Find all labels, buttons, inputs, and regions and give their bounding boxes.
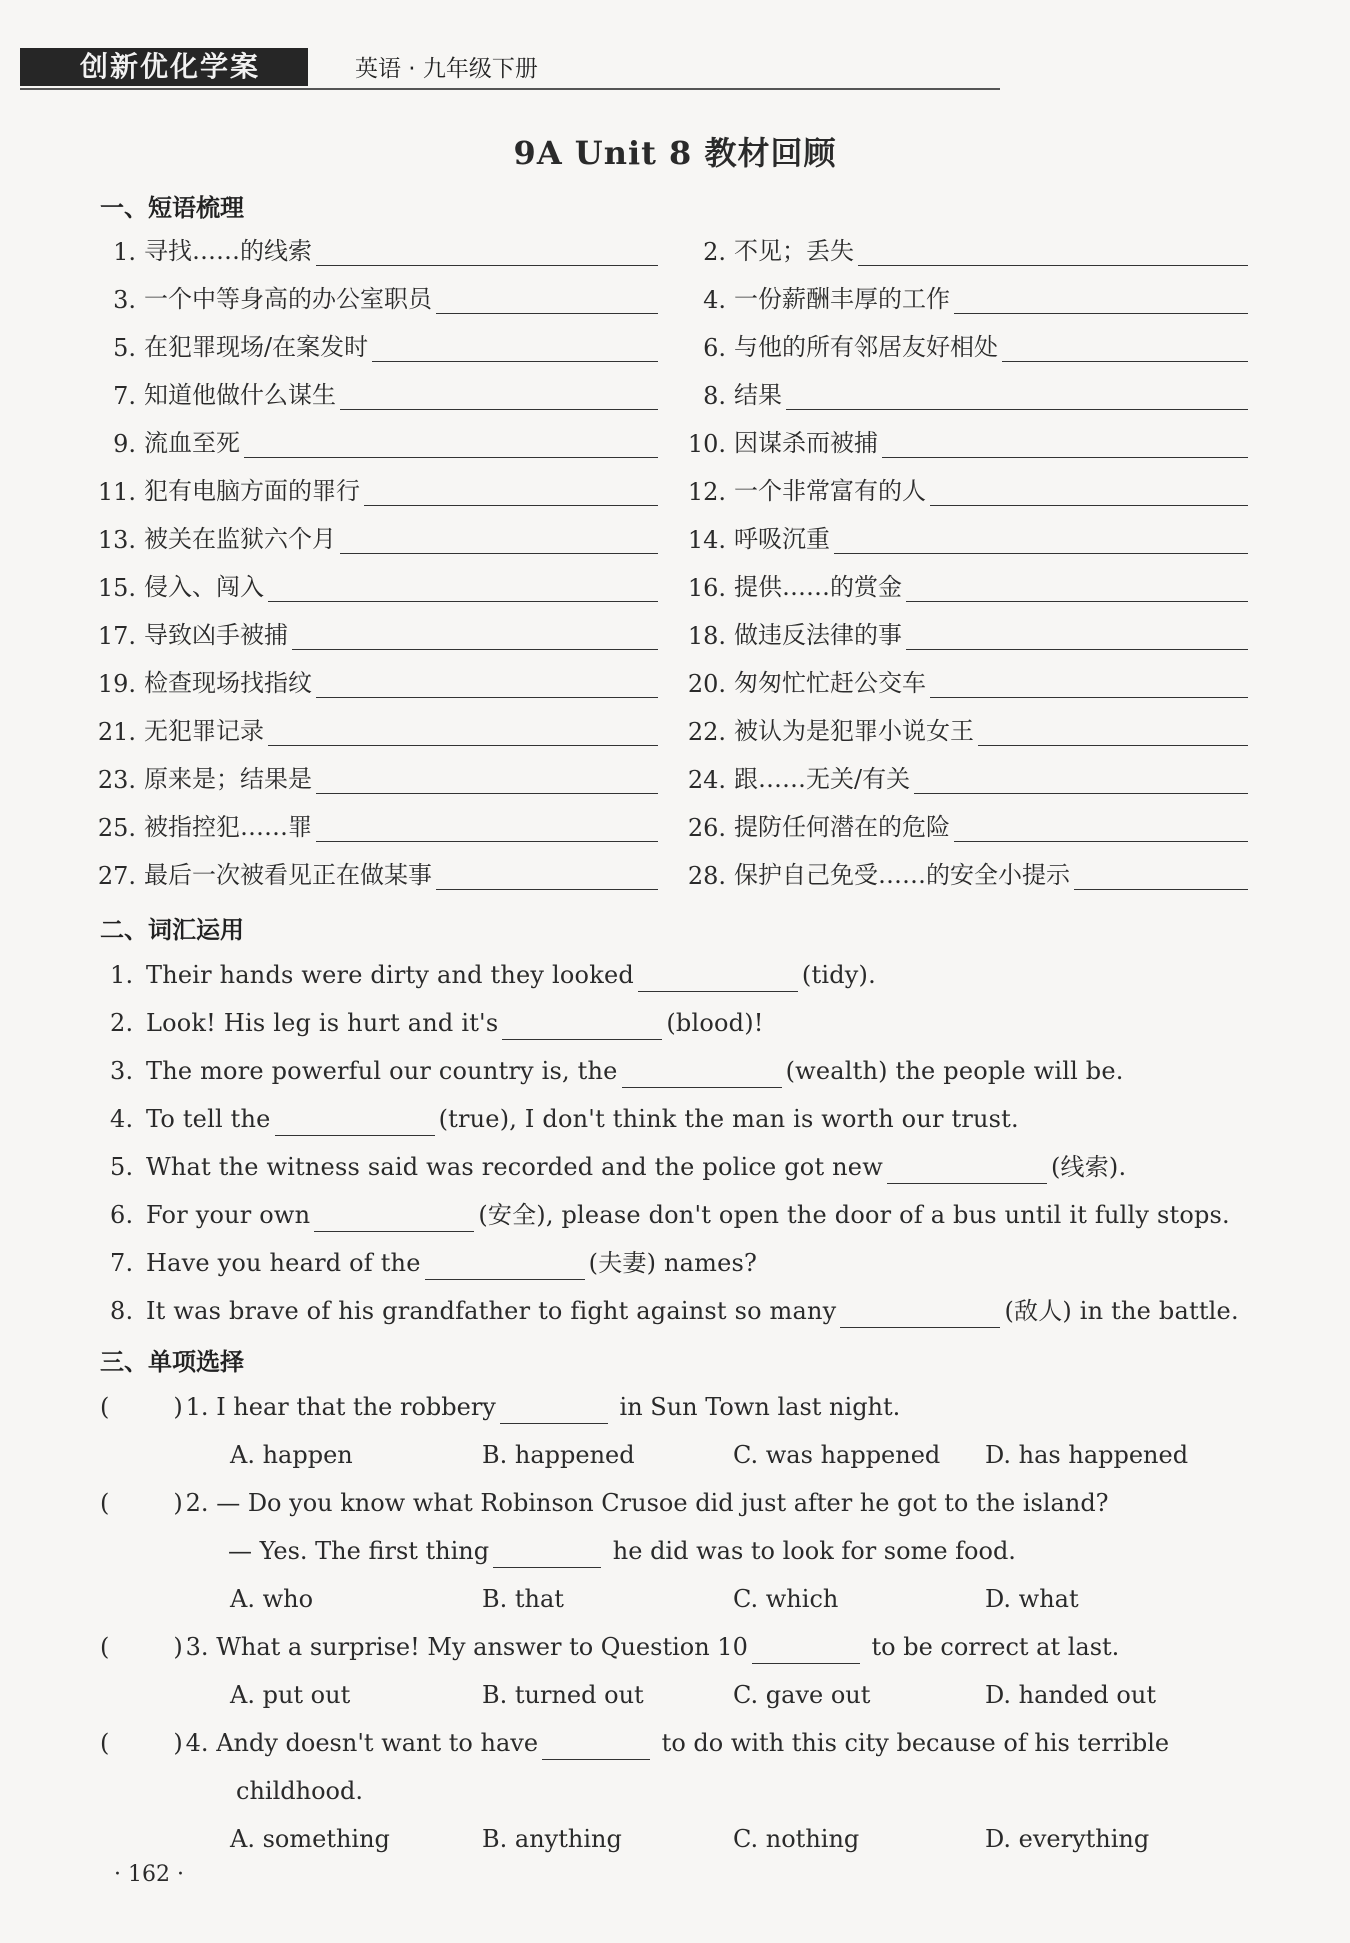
option-c[interactable]: C. which [733,1585,839,1613]
answer-blank[interactable] [425,1251,585,1280]
answer-line[interactable] [930,669,1248,698]
page-title: 9A Unit 8 教材回顾 [513,134,837,172]
phrase-item: 27. 最后一次被看见正在做某事 [96,856,658,890]
answer-paren[interactable]: ( ) [100,1489,183,1517]
phrase-item: 10. 因谋杀而被捕 [686,424,1248,458]
phrase-item: 1. 寻找……的线索 [96,232,658,266]
phrase-item: 15. 侵入、闯入 [96,568,658,602]
mc-question-1: ( ) 1. I hear that the robbery in Sun Town last night. [100,1390,900,1424]
answer-line[interactable] [930,477,1248,506]
answer-line[interactable] [978,717,1248,746]
brand-logo: 创新优化学案 [20,48,308,86]
page-number: · 162 · [114,1862,184,1887]
phrase-item: 28. 保护自己免受……的安全小提示 [686,856,1248,890]
option-d[interactable]: D. everything [985,1825,1150,1853]
page-header [20,48,1340,90]
option-d[interactable]: D. what [985,1585,1079,1613]
answer-blank [542,1731,650,1760]
phrase-item: 25. 被指控犯……罪 [96,808,658,842]
answer-line[interactable] [858,237,1248,266]
section-heading-vocabulary: 二、词汇运用 [100,916,244,944]
phrase-item: 18. 做违反法律的事 [686,616,1248,650]
answer-blank[interactable] [840,1299,1000,1328]
mc-question-2-reply: — Yes. The first thing he did was to look for some food. [228,1534,1016,1568]
phrase-item: 4. 一份薪酬丰厚的工作 [686,280,1248,314]
answer-line[interactable] [268,573,658,602]
phrase-item: 9. 流血至死 [96,424,658,458]
phrase-item: 7. 知道他做什么谋生 [96,376,658,410]
answer-blank [500,1395,608,1424]
answer-line[interactable] [316,765,658,794]
answer-blank[interactable] [502,1011,662,1040]
answer-blank[interactable] [275,1107,435,1136]
answer-line[interactable] [340,381,658,410]
phrase-item: 16. 提供……的赏金 [686,568,1248,602]
phrase-item: 2. 不见；丢失 [686,232,1248,266]
answer-blank[interactable] [314,1203,474,1232]
answer-line[interactable] [316,813,658,842]
answer-line[interactable] [882,429,1248,458]
answer-line[interactable] [906,621,1248,650]
answer-line[interactable] [786,381,1248,410]
option-d[interactable]: D. has happened [985,1441,1189,1469]
option-a[interactable]: A. something [230,1825,390,1853]
answer-line[interactable] [340,525,658,554]
phrase-item: 23. 原来是；结果是 [96,760,658,794]
phrase-item: 24. 跟……无关/有关 [686,760,1248,794]
vocab-item: 7. Have you heard of the (夫妻) names? [110,1246,757,1280]
answer-line[interactable] [834,525,1248,554]
phrase-item: 21. 无犯罪记录 [96,712,658,746]
option-b[interactable]: B. happened [482,1441,635,1469]
answer-blank [752,1635,860,1664]
answer-line[interactable] [436,861,658,890]
section-heading-phrases: 一、短语梳理 [100,194,244,222]
phrase-item: 6. 与他的所有邻居友好相处 [686,328,1248,362]
vocab-item: 1. Their hands were dirty and they looked (tidy). [110,958,876,992]
option-b[interactable]: B. anything [482,1825,622,1853]
answer-line[interactable] [954,813,1248,842]
answer-line[interactable] [268,717,658,746]
header-rule [20,88,1000,90]
answer-line[interactable] [1074,861,1248,890]
answer-line[interactable] [316,237,658,266]
vocab-item: 6. For your own (安全), please don't open the door of a bus until it fully stops. [110,1198,1230,1232]
mc-question-4: ( ) 4. Andy doesn't want to have to do with this city because of his terrible [100,1726,1169,1760]
vocab-item: 8. It was brave of his grandfather to fight against so many (敌人) in the battle. [110,1294,1239,1328]
option-c[interactable]: C. gave out [733,1681,871,1709]
phrase-item: 13. 被关在监狱六个月 [96,520,658,554]
phrase-item: 3. 一个中等身高的办公室职员 [96,280,658,314]
answer-line[interactable] [436,285,658,314]
answer-line[interactable] [244,429,658,458]
vocab-item: 3. The more powerful our country is, the (wealth) the people will be. [110,1054,1124,1088]
answer-line[interactable] [316,669,658,698]
answer-paren[interactable]: ( ) [100,1633,183,1661]
answer-line[interactable] [292,621,658,650]
phrase-item: 22. 被认为是犯罪小说女王 [686,712,1248,746]
answer-blank[interactable] [887,1155,1047,1184]
option-d[interactable]: D. handed out [985,1681,1156,1709]
vocab-item: 4. To tell the (true), I don't think the man is worth our trust. [110,1102,1019,1136]
answer-paren[interactable]: ( ) [100,1393,183,1421]
answer-blank [493,1539,601,1568]
answer-paren[interactable]: ( ) [100,1729,183,1757]
mc-question-3: ( ) 3. What a surprise! My answer to Question 10 to be correct at last. [100,1630,1119,1664]
option-c[interactable]: C. was happened [733,1441,941,1469]
answer-line[interactable] [906,573,1248,602]
mc-question-2: ( ) 2. — Do you know what Robinson Crusoe did just after he got to the island? [100,1486,1109,1520]
section-heading-multiple-choice: 三、单项选择 [100,1348,244,1376]
vocab-item: 5. What the witness said was recorded and the police got new (线索). [110,1150,1126,1184]
phrase-item: 14. 呼吸沉重 [686,520,1248,554]
phrase-item: 20. 匆匆忙忙赶公交车 [686,664,1248,698]
option-c[interactable]: C. nothing [733,1825,860,1853]
option-b[interactable]: B. that [482,1585,564,1613]
phrase-item: 19. 检查现场找指纹 [96,664,658,698]
option-a[interactable]: A. who [230,1585,314,1613]
answer-line[interactable] [364,477,658,506]
answer-line[interactable] [954,285,1248,314]
subject-label: 英语 · 九年级下册 [355,56,538,82]
option-a[interactable]: A. happen [230,1441,353,1469]
vocab-item: 2. Look! His leg is hurt and it's (blood)! [110,1006,764,1040]
phrase-item: 26. 提防任何潜在的危险 [686,808,1248,842]
phrase-item: 11. 犯有电脑方面的罪行 [96,472,658,506]
answer-line[interactable] [1002,333,1248,362]
option-b[interactable]: B. turned out [482,1681,644,1709]
phrase-item: 8. 结果 [686,376,1248,410]
phrase-item: 5. 在犯罪现场/在案发时 [96,328,658,362]
answer-blank[interactable] [638,963,798,992]
answer-blank[interactable] [622,1059,782,1088]
option-a[interactable]: A. put out [230,1681,351,1709]
phrase-item: 12. 一个非常富有的人 [686,472,1248,506]
answer-line[interactable] [372,333,658,362]
mc-question-4-continued: childhood. [236,1777,363,1805]
phrase-item: 17. 导致凶手被捕 [96,616,658,650]
answer-line[interactable] [914,765,1248,794]
